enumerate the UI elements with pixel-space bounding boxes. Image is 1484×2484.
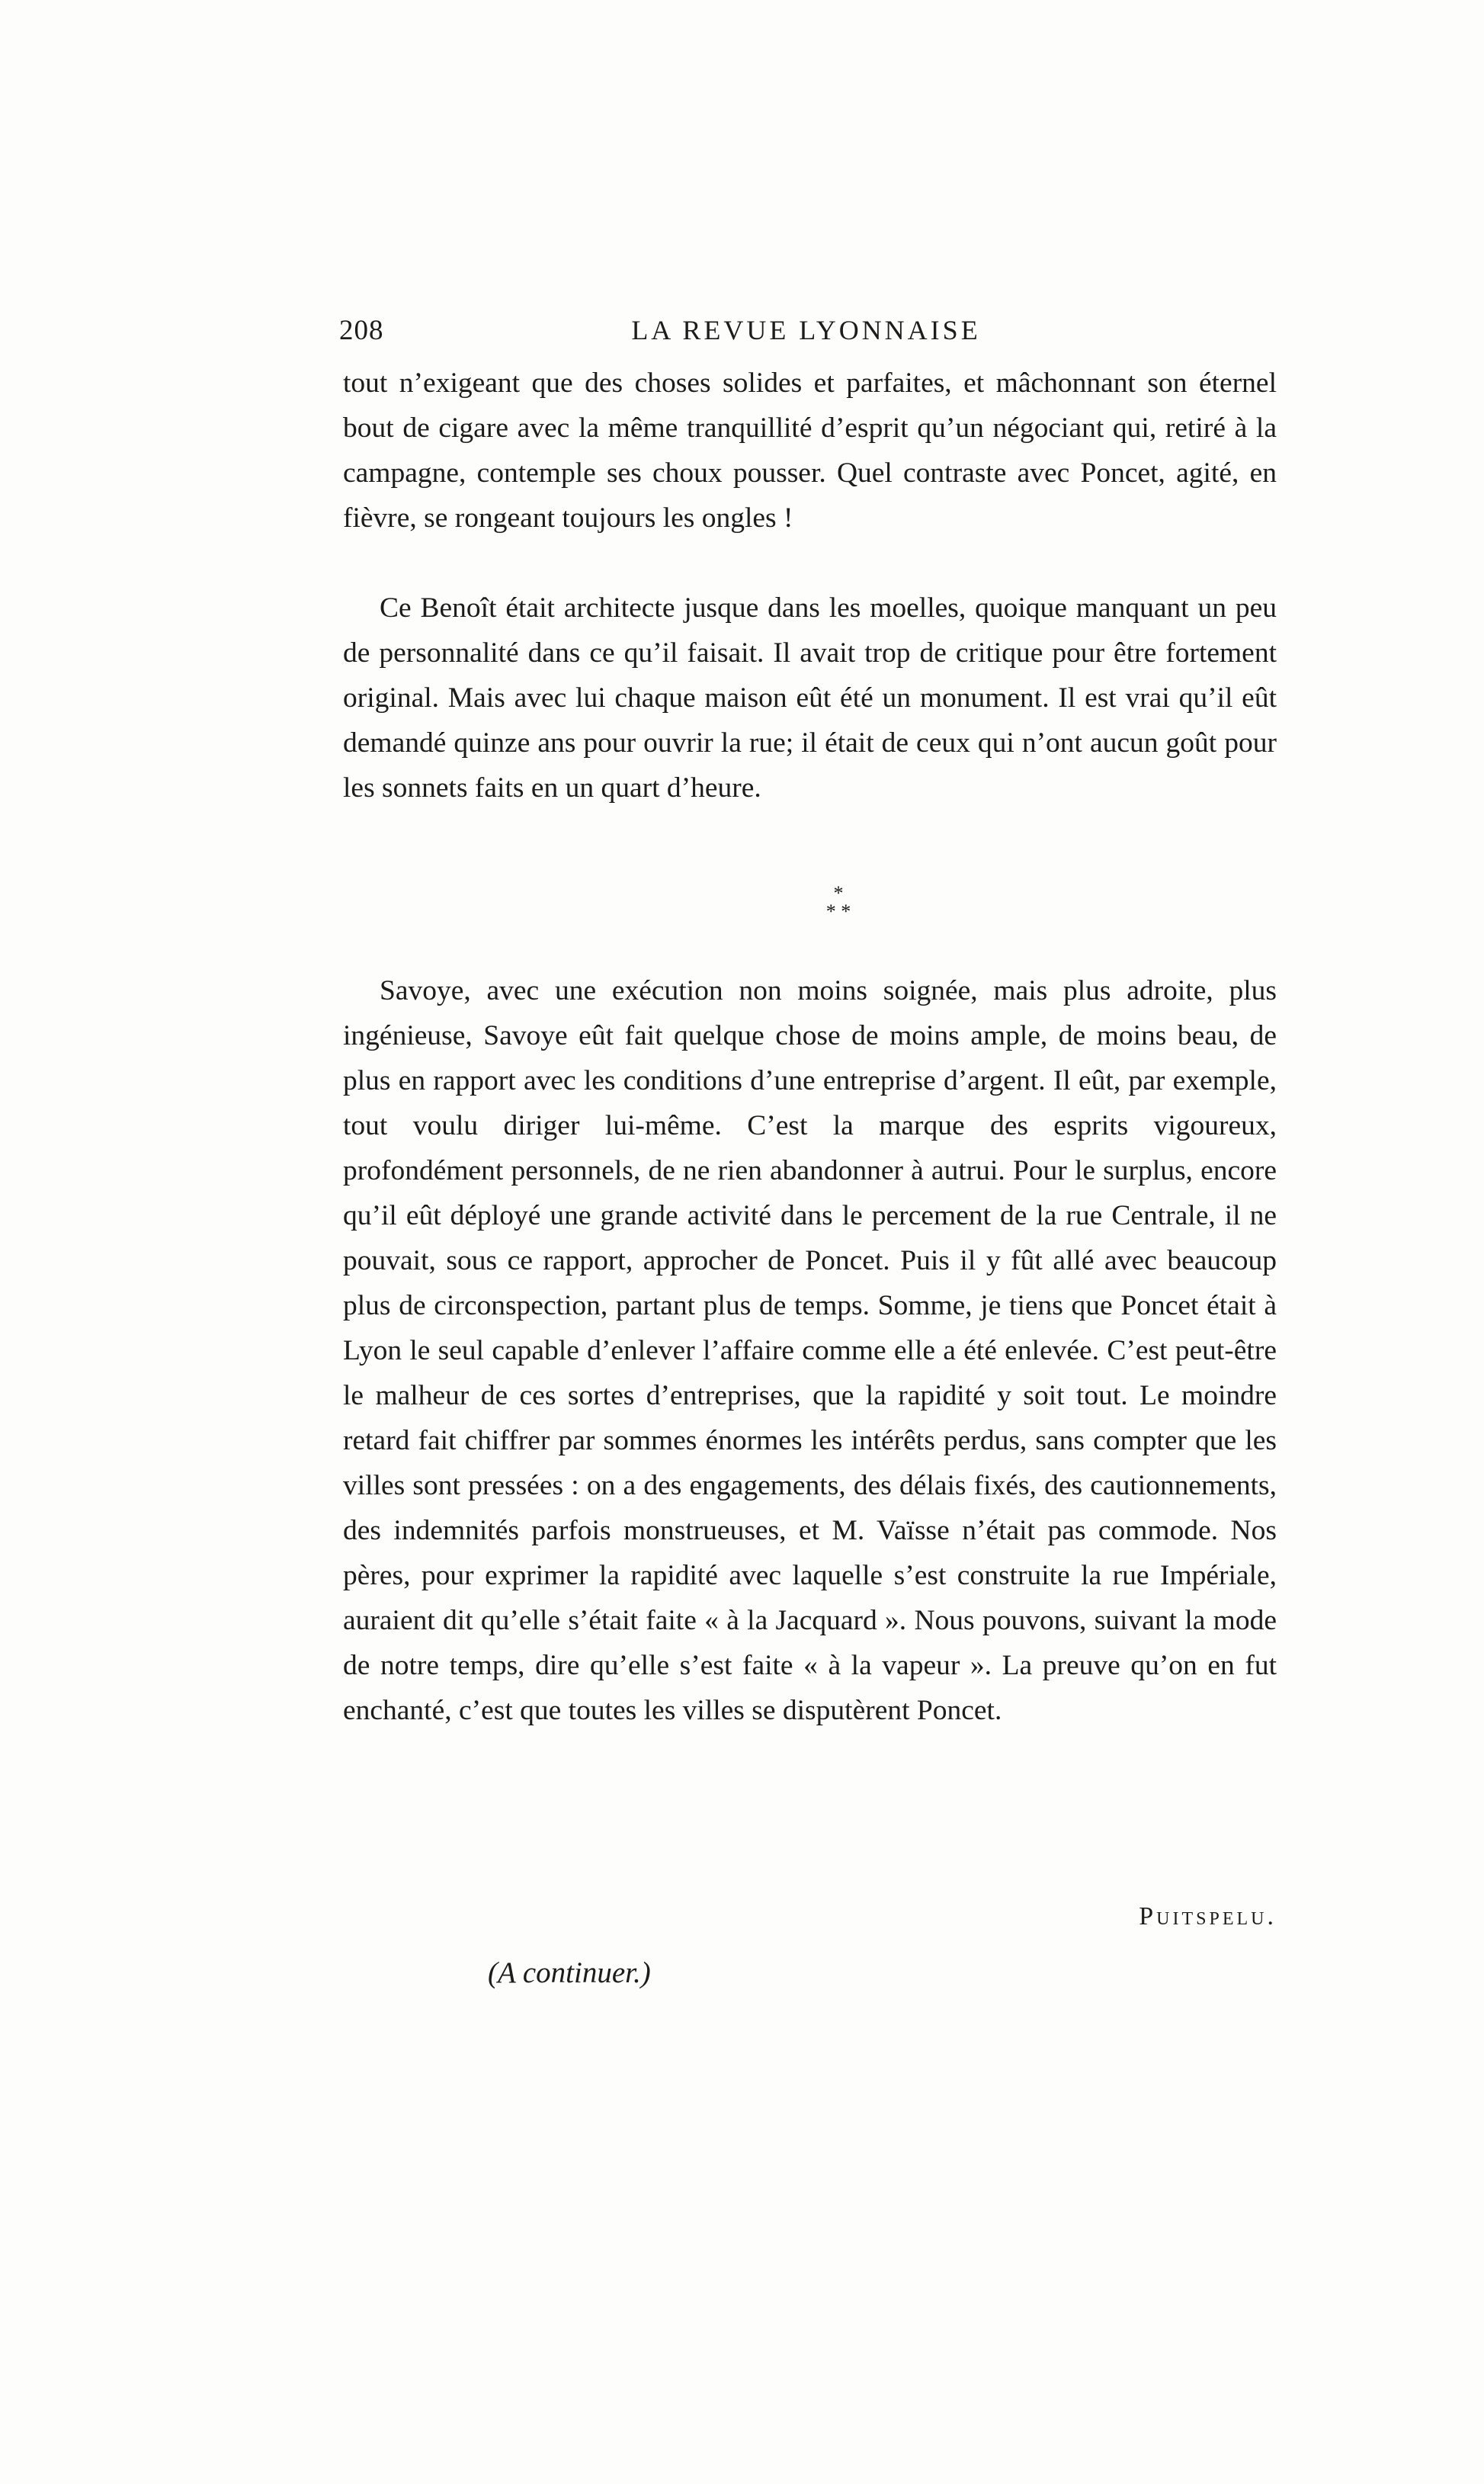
running-head: LA REVUE LYONNAISE <box>631 315 981 345</box>
paragraph-1-text: tout n’exigeant que des choses solides et parfaites, et mâchonnant son éternel bout de cigare avec la même tranquillité d’esprit qu’un négociant qui, retiré à la campagne, contemple ses choux pousser. Quel contraste avec Poncet, agité, en fièvre, se rongeant toujours les ongles ! <box>343 367 1277 534</box>
asterism-top-star: * <box>833 882 844 904</box>
asterism-bottom-stars: * * <box>825 900 851 923</box>
paragraph-1 <box>343 361 1277 541</box>
paragraph-2-text: Ce Benoît était architecte jusque dans les moelles, quoique manquant un peu de personnalité dans ce qu’il faisait. Il avait trop de critique pour être fortement original. Mais avec lui chaque maison eût été un monument. Il est vrai qu’il eût demandé quinze ans pour ouvrir la rue; il était de ceux qui n’ont aucun goût pour les sonnets faits en un quart d’heure. <box>343 592 1277 804</box>
page-number: 208 <box>339 315 384 346</box>
paragraph-3 <box>343 968 1277 1733</box>
author-signature: Puitspelu. <box>1139 1902 1277 1930</box>
section-asterism <box>808 884 869 921</box>
paragraph-2 <box>343 586 1277 810</box>
continuation-note: (A continuer.) <box>488 1956 651 1989</box>
paragraph-3-text: Savoye, avec une exécution non moins soignée, mais plus adroite, plus ingénieuse, Savoye eût fait quelque chose de moins ample, de moins beau, de plus en rapport avec les conditions d’une entreprise d’argent. Il eût, par exemple, tout voulu diriger lui-même. C’est la marque des esprits vigoureux, profondément personnels, de ne rien abandonner à autrui. Pour le surplus, encore qu’il eût déployé une grande activité dans le percement de la rue Centrale, il ne pouvait, sous ce rapport, approcher de Poncet. Puis il y fût allé avec beaucoup plus de circonspection, partant plus de temps. Somme, je tiens que Poncet était à Lyon le seul capable d’enlever l’affaire comme elle a été enlevée. C’est peut-être le malheur de ces sortes d’entreprises, que la rapidité y soit tout. Le moindre retard fait chiffrer par sommes énormes les intérêts perdus, sans compter que les villes sont pressées : on a des engagements, des délais fixés, des cautionnements, des indemnités parfois monstrueuses, et M. Vaïsse n’était pas commode. Nos pères, pour exprimer la rapidité avec laquelle s’est construite la rue Impériale, auraient dit qu’elle s’était faite « à la Jacquard ». Nous pouvons, suivant la mode de notre temps, dire qu’elle s’est faite « à la vapeur ». La preuve qu’on en fut enchanté, c’est que toutes les villes se disputèrent Poncet. <box>343 975 1277 1726</box>
page-header <box>339 314 1273 357</box>
